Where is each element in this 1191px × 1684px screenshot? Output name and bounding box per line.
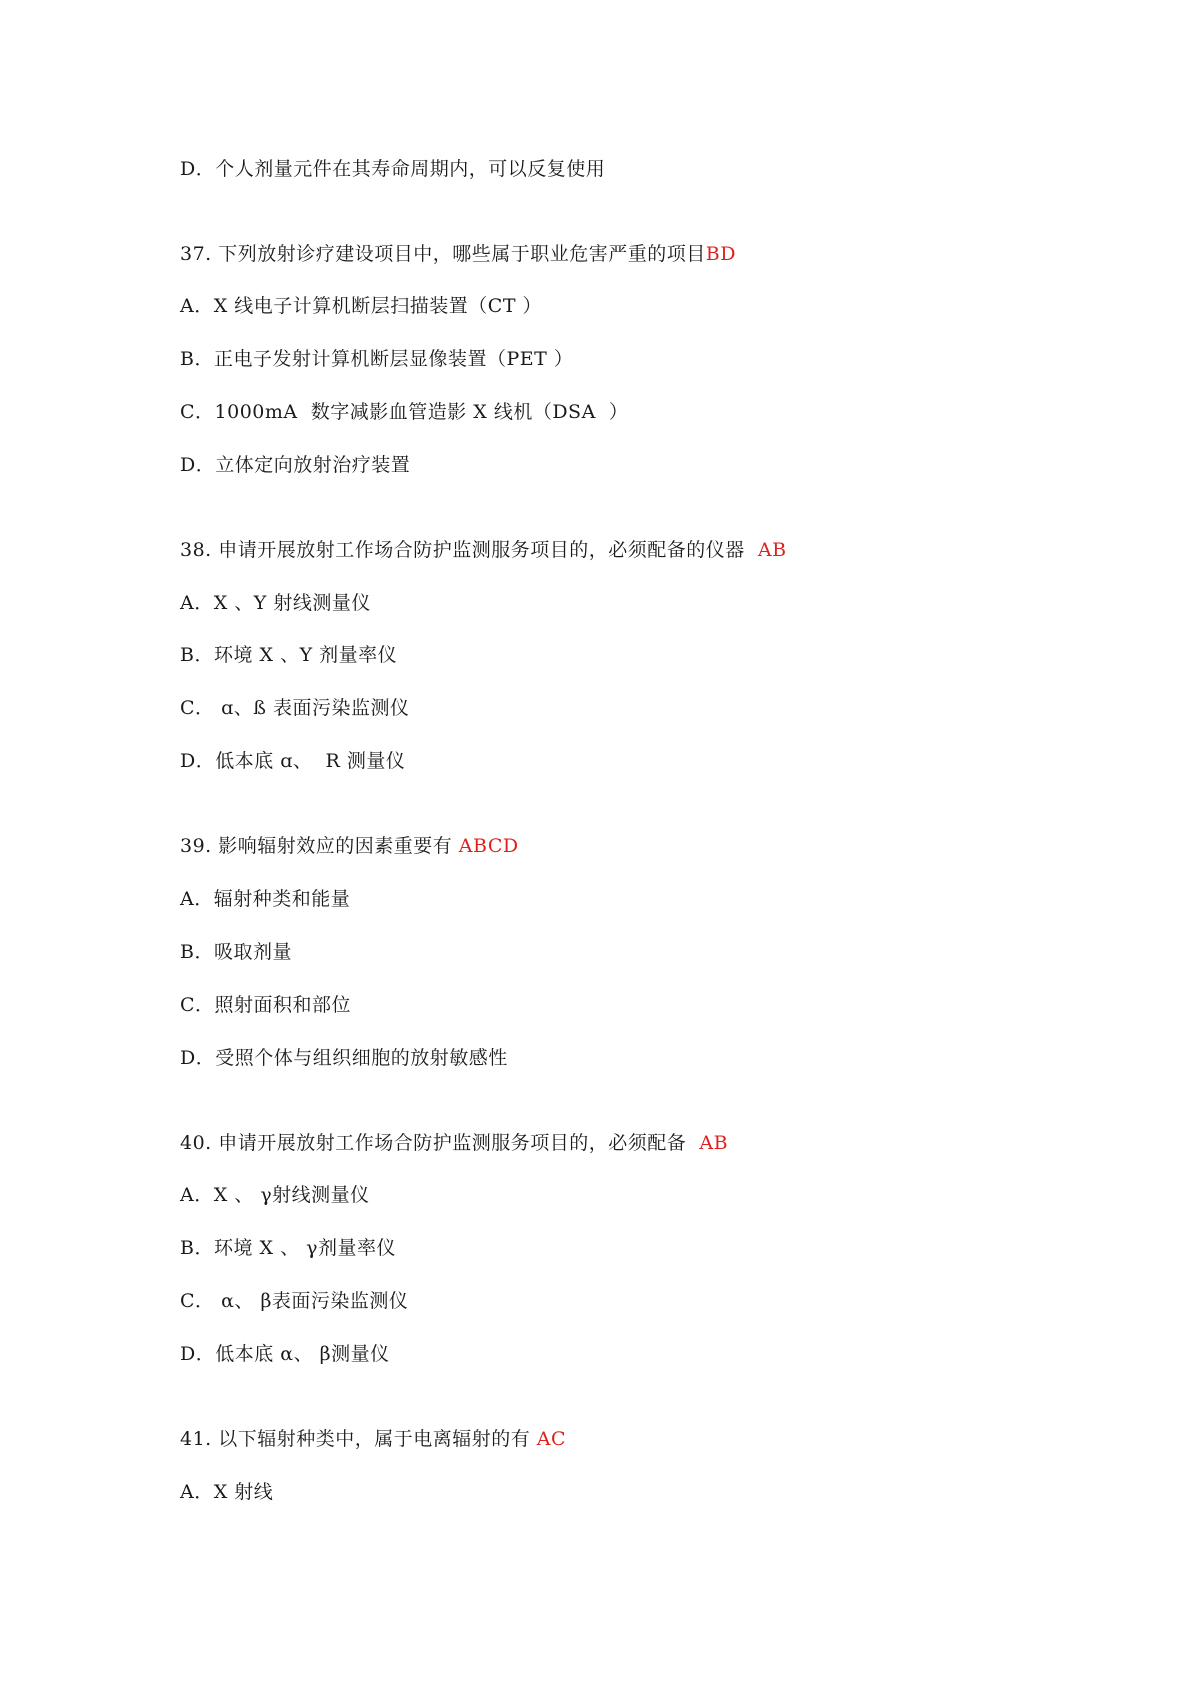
option-c-q40: [180, 1289, 408, 1313]
option-text: C．1000mA 数字减影血管造影 X 线机（DSA ）: [180, 401, 629, 423]
option-b-q37: [180, 347, 573, 371]
option-text: A．X 射线: [180, 1481, 274, 1503]
answer-key: AC: [536, 1428, 567, 1450]
question-40: [180, 1131, 728, 1155]
option-text: D．立体定向放射治疗装置: [180, 454, 411, 476]
option-c-q37: [180, 400, 628, 424]
option-d-q40: [180, 1342, 390, 1366]
option-text: B．环境 X 、Y 剂量率仪: [180, 644, 398, 666]
option-text: A．辐射种类和能量: [180, 888, 351, 910]
answer-key: AB: [699, 1132, 729, 1154]
question-text: 41. 以下辐射种类中，属于电离辐射的有: [180, 1428, 537, 1450]
option-text: D．低本底 ɑ、 R 测量仪: [180, 750, 406, 772]
option-c-q39: [180, 993, 351, 1017]
answer-key: AB: [757, 539, 787, 561]
question-39: [180, 834, 519, 858]
option-text: D．个人剂量元件在其寿命周期内，可以反复使用: [180, 158, 606, 180]
option-d-q39: [180, 1046, 508, 1070]
option-d-q37: [180, 453, 410, 477]
option-text: C． α、 β表面污染监测仪: [180, 1290, 409, 1312]
option-a-q37: [180, 294, 542, 318]
option-text: A．X 、 γ射线测量仪: [180, 1184, 370, 1206]
option-a-q40: [180, 1183, 370, 1207]
answer-key: BD: [705, 243, 736, 265]
question-text: 40. 申请开展放射工作场合防护监测服务项目的，必须配备: [180, 1132, 700, 1154]
option-text: C． ɑ、ß 表面污染监测仪: [180, 697, 410, 719]
option-a-q39: [180, 887, 350, 911]
option-text: A．X 、Y 射线测量仪: [180, 592, 371, 614]
option-b-q39: [180, 940, 292, 964]
question-text: 38. 申请开展放射工作场合防护监测服务项目的，必须配备的仪器: [180, 539, 758, 561]
option-b-q40: [180, 1236, 396, 1260]
question-text: 37. 下列放射诊疗建设项目中，哪些属于职业危害严重的项目: [180, 243, 706, 265]
question-text: 39. 影响辐射效应的因素重要有: [180, 835, 459, 857]
option-text: B．吸取剂量: [180, 941, 292, 963]
option-d-q36: [180, 157, 605, 181]
question-37: [180, 242, 736, 266]
option-text: A．X 线电子计算机断层扫描装置（CT ）: [180, 295, 543, 317]
answer-key: ABCD: [458, 835, 519, 857]
option-text: C．照射面积和部位: [180, 994, 352, 1016]
question-38: [180, 538, 787, 562]
option-text: D．低本底 α、 β测量仪: [180, 1343, 390, 1365]
option-b-q38: [180, 643, 397, 667]
option-d-q38: [180, 749, 405, 773]
option-text: B．环境 X 、 γ剂量率仪: [180, 1237, 396, 1259]
option-text: B．正电子发射计算机断层显像装置（PET ）: [180, 348, 574, 370]
option-text: D．受照个体与组织细胞的放射敏感性: [180, 1047, 508, 1069]
question-41: [180, 1427, 566, 1451]
option-c-q38: [180, 696, 409, 720]
option-a-q38: [180, 591, 371, 615]
option-a-q41: [180, 1480, 273, 1504]
